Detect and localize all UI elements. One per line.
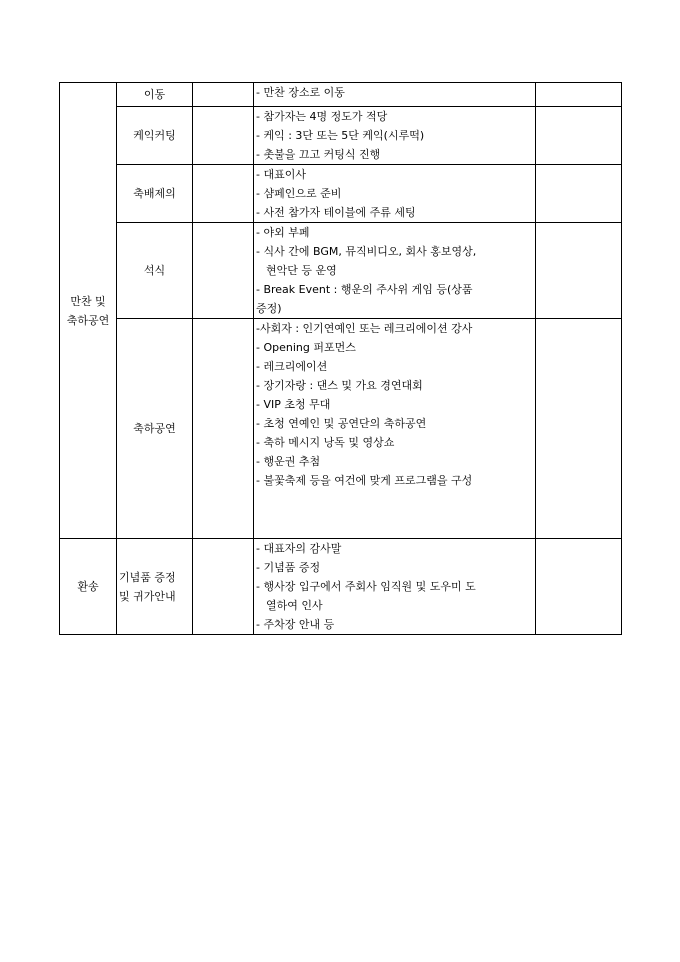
group-cell-dinner (60, 83, 117, 539)
time-cell (193, 107, 254, 165)
group-label: 축하공연 (66, 313, 110, 327)
detail-cell (254, 83, 536, 107)
detail-line: - 참가자는 4명 정도가 적당 (256, 110, 388, 123)
detail-cell (254, 319, 536, 539)
detail-cell (254, 539, 536, 635)
note-cell (536, 165, 622, 223)
note-cell (536, 223, 622, 319)
table-row (60, 107, 622, 165)
detail-line: - 케익 : 3단 또는 5단 케익(시루떡) (256, 129, 425, 142)
detail-cell (254, 165, 536, 223)
table-row (60, 319, 622, 539)
detail-line: - 주차장 안내 등 (256, 618, 335, 631)
table-row (60, 83, 622, 107)
schedule-table (59, 82, 622, 635)
sub-item-label: 이동 (117, 83, 193, 107)
table-row (60, 165, 622, 223)
table-row (60, 539, 622, 635)
detail-line: - 촛불을 끄고 커팅식 진행 (256, 148, 381, 161)
sub-item-label: 석식 (117, 223, 193, 319)
time-cell (193, 83, 254, 107)
detail-line: - 식사 간에 BGM, 뮤직비디오, 회사 홍보영상, (256, 245, 477, 258)
detail-line: 열하여 인사 (266, 599, 323, 612)
detail-line: - 야외 부페 (256, 226, 310, 239)
detail-cell (254, 107, 536, 165)
detail-cell (254, 223, 536, 319)
detail-line: - 만찬 장소로 이동 (256, 86, 345, 99)
detail-line: - 불꽃축제 등을 여건에 맞게 프로그램을 구성 (256, 474, 473, 487)
detail-line: - 행사장 입구에서 주회사 임직원 및 도우미 도 (256, 580, 476, 593)
detail-line: - 초청 연예인 및 공연단의 축하공연 (256, 417, 427, 430)
detail-line: - 샴페인으로 준비 (256, 187, 342, 200)
sub-item-label: 케익커팅 (117, 107, 193, 165)
detail-line: 증정) (256, 302, 282, 315)
note-cell (536, 107, 622, 165)
time-cell (193, 539, 254, 635)
sub-item-label: 축배제의 (117, 165, 193, 223)
group-cell-farewell (60, 539, 117, 635)
group-label: 환송 (77, 580, 99, 593)
detail-line: - 기념품 증정 (256, 561, 321, 574)
detail-line: - 장기자랑 : 댄스 및 가요 경연대회 (256, 379, 423, 392)
note-cell (536, 539, 622, 635)
sub-item-label: 축하공연 (117, 319, 193, 539)
detail-line: - 사전 참가자 테이블에 주류 세팅 (256, 206, 416, 219)
note-cell (536, 83, 622, 107)
detail-line: - 대표자의 감사말 (256, 542, 342, 555)
note-cell (536, 319, 622, 539)
detail-line: - 축하 메시지 낭독 및 영상쇼 (256, 436, 395, 449)
table-row (60, 223, 622, 319)
time-cell (193, 319, 254, 539)
group-label: 만찬 및 (70, 294, 106, 308)
detail-line: - VIP 초청 무대 (256, 398, 331, 411)
detail-line: - Opening 퍼포먼스 (256, 341, 356, 354)
detail-line: - 행운권 추첨 (256, 455, 321, 468)
detail-line: - 레크리에이션 (256, 360, 328, 373)
detail-line: - Break Event : 행운의 주사위 게임 등(상품 (256, 283, 473, 296)
detail-line: 현악단 등 운영 (266, 264, 337, 277)
time-cell (193, 165, 254, 223)
detail-line: - 대표이사 (256, 168, 306, 181)
sub-item-label: 기념품 증정 및 귀가안내 (117, 539, 193, 635)
detail-line: -사회자 : 인기연예인 또는 레크리에이션 강사 (256, 322, 473, 335)
time-cell (193, 223, 254, 319)
